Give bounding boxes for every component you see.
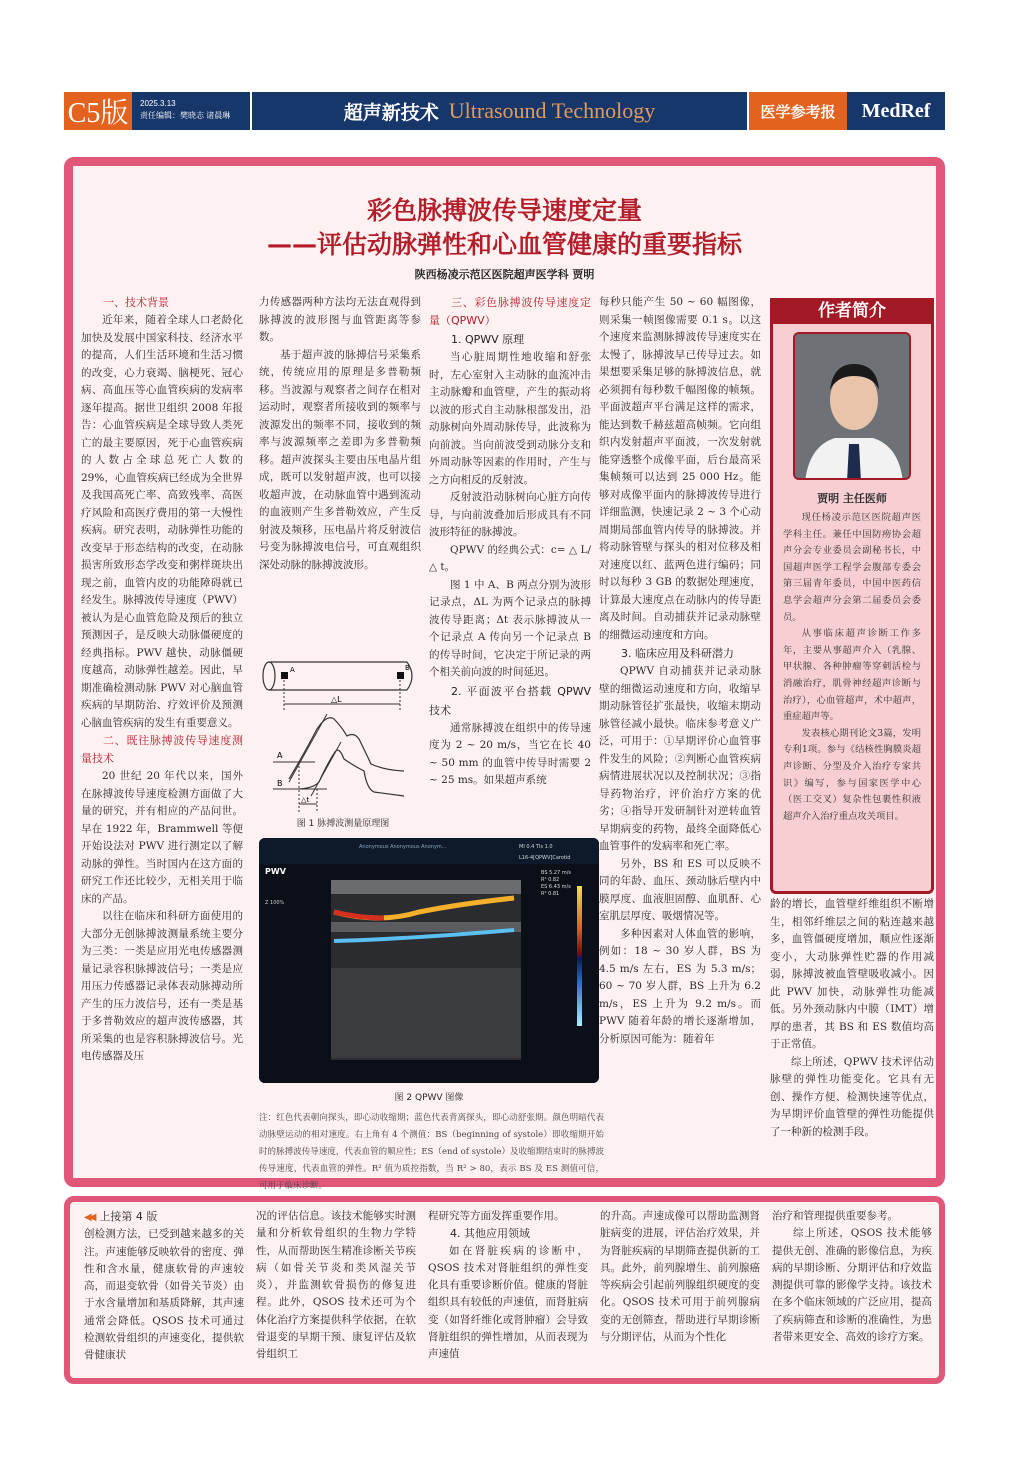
ultrasound-image [259, 838, 599, 1083]
figure-1 [259, 654, 427, 829]
svg-text:Anonymous Anonymous Anonym...: Anonymous Anonymous Anonym... [359, 844, 447, 850]
section-heading: 一、技术背景 [103, 296, 169, 309]
paragraph: 如在肾脏疾病的诊断中，QSOS 技术对肾脏组织的弹性变化具有重要诊断价值。健康的肾脏组织具有较低的声速值，而肾脏病变（如肾纤维化或肾肿瘤）会导致肾脏组织的弹性增加，从而表现为声速值 [428, 1244, 588, 1361]
paragraph: 综上所述，QPWV 技术评估动脉壁的弹性功能变化。它具有无创、操作方便、检测快速等优点，为早期评价血管壁的弹性功能提供了一种新的检测手段。 [770, 1055, 934, 1138]
continued-column-3 [428, 1208, 588, 1364]
article-frame [64, 157, 945, 1191]
continued-article-frame [64, 1196, 945, 1384]
svg-text:Z 100%: Z 100% [265, 900, 285, 906]
continued-column-4 [600, 1208, 760, 1346]
paragraph: 程研究等方面发挥重要作用。 [428, 1210, 565, 1222]
svg-text:B: B [277, 779, 283, 788]
svg-text:R² 0.81: R² 0.81 [541, 891, 560, 897]
author-bio-text [773, 506, 931, 829]
author-bio-box [770, 298, 934, 894]
bio-paragraph: 从事临床超声诊断工作多年，主要从事超声介入（乳腺、甲状腺、各种肿瘤等穿刺活检与消融治疗，肌骨神经超声诊断与治疗），心血管超声，术中超声，重症超声等。 [783, 628, 921, 723]
svg-text:△L: △L [331, 695, 342, 704]
svg-text:R² 0.82: R² 0.82 [541, 877, 560, 883]
paragraph: 龄的增长，血管壁纤维组织不断增生，相邻纤维层之间的粘连越来越多，血管僵硬度增加，顺应性逐渐变小，大动脉弹性贮器的作用减弱，脉搏波被血管壁吸收减小。因此 PWV 加快，动脉弹性功能减低。另外颈动脉内中膜（IMT）增厚的患者，其 BS 和 ES 数值均高于正常值。 [770, 898, 934, 1050]
section-heading: 二、既往脉搏波传导速度测量技术 [81, 734, 243, 765]
column-2 [259, 294, 421, 574]
svg-text:BS 5.27 m/s: BS 5.27 m/s [541, 870, 571, 876]
paragraph: 反射波沿动脉树向心脏方向传导，与向前波叠加后形成具有不同波形特征的脉搏波。 [429, 491, 591, 538]
paragraph: 以往在临床和科研方面使用的大部分无创脉搏波测量系统主要分为三类：一类是应用光电传感器测量记录容积脉搏波信号；一类是应用压力传感器记录体表动脉搏动所产生的压力波信号，还有一类是基于多普勒效应的超声波传感器，其所采集的也是容积脉搏波信号。光电传感器及压 [81, 910, 243, 1062]
svg-text:L16-4[QPWV]Carotid: L16-4[QPWV]Carotid [519, 855, 571, 861]
figure-2-ultrasound [259, 838, 599, 1083]
paragraph: 图 1 中 A、B 两点分别为波形记录点，ΔL 为两个记录点的脉搏波传导距离；Δt 表示脉搏波从一个记录点 A 传向另一个记录点 B 的传导时间，它决定于所记录的两个相关前向波的时间延迟。 [429, 578, 591, 678]
column-1 [81, 294, 243, 1066]
byline: 陕西杨凌示范区医院超声医学科 贾明 [414, 268, 595, 281]
sub-heading: 1. QPWV 原理 [451, 333, 525, 346]
paragraph: 每秒只能产生 50 ~ 60 幅图像，则采集一帧图像需要 0.1 s。以这个速度来监测脉搏波传导速度实在太慢了，脉搏波早已传导过去。如果想要采集足够的脉搏波信息，就必须拥有每秒数千幅图像的帧频。平面波超声平台满足这样的需求，能达到数千赫兹超高帧频。它向组织内发射超声平面波，一次发射就能穿透整个成像平面，后台最高采集帧频可以达到 25 000 Hz。能够对成像平面内的脉搏波传导进行详细监测，快速记录 2 ~ 3 个心动周期局部血管内传导的脉搏波。并将动脉管壁与探头的相对位移及相对速度以红、蓝两色进行编码；同时以每秒 3 GB 的数据处理速度，计算最大速度点在动脉内的传导距离及时间。自动捕获并记录动脉壁的细微运动速度和方向。 [599, 296, 761, 641]
article-title [73, 194, 936, 262]
continued-column-5 [772, 1208, 932, 1346]
paragraph: 基于超声波的脉搏信号采集系统，传统应用的原理是多普勒频移。当波源与观察者之间存在相对运动时，观察者所接收到的频率与波源发出的频率不同，接收到的频率与波源频率之差即为多普勒频移。超声波探头主要由压电晶片组成，既可以发射超声波，也可以接收超声波，在动脉血管中遇到流动的血液则产生多普勒效应，产生反射波及频移，压电晶片将反射波信号变为脉搏波电信号，可直观组织深处动脉的脉搏波波形。 [259, 348, 421, 571]
bio-paragraph: 现任杨凌示范区医院超声医学科主任。兼任中国防痨协会超声分会专业委员会副秘书长，中国超声医学工程学会腹部专委会第三届青年委员，中国中医药信息学会超声分会第二届委员会委员。 [783, 512, 921, 623]
paragraph: 力传感器两种方法均无法直观得到脉搏波的波形图与血管距离等参数。 [259, 296, 421, 343]
svg-text:PWV: PWV [265, 867, 286, 876]
svg-text:MI 0.4 TIs 1.0: MI 0.4 TIs 1.0 [519, 844, 553, 850]
paragraph: 治疗和管理提供重要参考。 [772, 1210, 898, 1222]
section-title-en: Ultrasound Technology [448, 98, 656, 123]
sub-heading: 2. 平面波平台搭载 QPWV 技术 [429, 684, 591, 717]
svg-text:A: A [290, 666, 295, 674]
title-line-2: ——评估动脉弹性和心血管健康的重要指标 [266, 230, 742, 259]
author-name: 贾明 主任医师 [817, 492, 887, 505]
continued-marker: ◀◀ 上接第 4 版 [84, 1210, 158, 1223]
title-line-1: 彩色脉搏波传导速度定量 [366, 196, 642, 225]
paragraph: 当心脏周期性地收缩和舒张时，左心室射入主动脉的血流冲击主动脉瓣和血管壁，产生的振动将以波的形式自主动脉根部发出，沿动脉树向外周动脉传导，此波称为向前波。当向前波受到动脉分支和外周动脉等因素的作用时，产生与之方向相反的反射波。 [429, 351, 591, 486]
edition-number: C5版 [64, 92, 132, 130]
paragraph: 通常脉搏波在组织中的传导速度为 2 ~ 20 m/s，当它在长 40 ~ 50 mm 的血管中传导时需要 2 ~ 25 ms。如果超声系统 [429, 721, 591, 786]
figure-2-caption: 图 2 QPWV 图像 [394, 1093, 464, 1103]
figure-2-note: 注：红色代表朝向探头，即心动收缩期；蓝色代表背离探头，即心动舒张期。颜色明暗代表动脉壁运动的相对速度。右上角有 4 个测值：BS（beginning of systole）即收缩期开始时的脉搏波传导速度，代表血管的顺应性；ES（end of systole）及收缩期结束时的脉搏波传导速度，代表血管的弹性。R² 值为质控指数，当 R² > 80，表示 BS 及 ES 测值可信，可用于临床诊断。 [259, 1113, 604, 1191]
column-5 [770, 896, 934, 1141]
paper-name-en: MedRef [861, 99, 931, 122]
figure-1-caption: 图 1 脉搏波测量原理图 [296, 819, 390, 829]
paragraph: 近年来，随着全球人口老龄化加快及发展中国家科技、经济水平的提高，人们生活环境和生活习惯的改变，心力衰竭、脑梗死、冠心病、高血压等心血管疾病的发病率逐年提高。据世卫组织 2008 年报告：心血管疾病是全球导致人类死亡的最主要原因，死于心血管疾病的人数占全球总死亡人数的 29%，心血管疾病已经成为全世界及我国高死亡率、高致残率、高医疗风险和高医疗费用的第一大慢性疾病。研究表明，动脉弹性功能的改变早于形态结构的改变，在动脉损害所致形态学改变和粥样斑块出现之前，血管内皮的功能障碍就已经发生。脉搏波传导速度（PWV）被认为是心血管危险及预后的独立预测因子，是反映大动脉僵硬度的经典指标。PWV 越快，动脉僵硬度越高，动脉弹性越差。因此，早期准确检测动脉 PWV 对心脑血管疾病的早期防治、疗效评价及预测心脑血管疾病的发生有重要意义。 [81, 314, 243, 729]
paragraph: 的升高。声速成像可以帮助监测肾脏病变的进展，评估治疗效果，并为肾脏疾病的早期筛查提供新的工具。此外，前列腺增生、前列腺癌等疾病会引起前列腺组织硬度的变化。QSOS 技术可用于前列腺病变的无创筛查，帮助进行早期诊断与分期评估，从而为个性化 [600, 1210, 760, 1344]
section-title-cn: 超声新技术 [343, 101, 439, 124]
svg-text:B: B [405, 664, 410, 672]
svg-text:ES 6.43 m/s: ES 6.43 m/s [541, 884, 571, 890]
column-3 [429, 294, 591, 790]
paragraph: 创检测方法，已受到越来越多的关注。声速能够反映软骨的密度、弹性和含水量，健康软骨的声速较高，而退变软骨（如骨关节炎）由于水含量增加和基质降解，其声速通常会降低。QSOS 技术可通过检测软骨组织的声速变化，提供软骨健康状 [84, 1228, 244, 1362]
svg-text:△t: △t [301, 796, 310, 804]
issue-date: 2025.3.13 [140, 99, 176, 108]
paragraph: 另外，BS 和 ES 可以反映不同的年龄、血压、颈动脉后壁内中膜厚度、血液胆固醇、血肌酐、心室肌层厚度、吸烟情况等。 [599, 857, 761, 922]
paragraph: 综上所述，QSOS 技术能够提供无创、准确的影像信息，为疾病的早期诊断、分期评估和疗效监测提供可靠的影像学支持。该技术在多个临床领域的广泛应用，提高了疾病筛查和诊断的准确性，为患者带来更安全、高效的诊疗方案。 [772, 1227, 932, 1344]
section-title [252, 92, 749, 130]
sub-heading: 3. 临床应用及科研潜力 [621, 647, 734, 660]
issue-meta [132, 92, 252, 130]
paragraph: 多种因素对人体血管的影响，例如：18 ~ 30 岁人群，BS 为 4.5 m/s 左右，ES 为 5.3 m/s；60 ~ 70 岁人群，BS 上升为 6.2 m/s，ES 上升为 9.2 m/s。而 PWV 随着年龄的增长逐渐增加，分析原因可能为：随着年 [599, 927, 761, 1045]
masthead [64, 92, 945, 130]
column-4 [599, 294, 761, 1048]
paragraph: QPWV 的经典公式：c= △ L/ △ t。 [429, 543, 591, 573]
continued-column-1 [84, 1208, 244, 1365]
double-arrow-left-icon: ◀◀ [84, 1212, 94, 1223]
paragraph: 况的评估信息。该技术能够实时测量和分析软骨组织的生物力学特性，从而帮助医生精准诊断关节疾病（如骨关节炎和类风湿关节炎），并监测软骨损伤的修复进程。此外，QSOS 技术还可为个体化治疗方案提供科学依据，在软骨退变的早期干预、康复评估及软骨组织工 [256, 1210, 416, 1361]
author-photo [793, 332, 911, 480]
svg-text:A: A [277, 751, 283, 760]
paragraph: QPWV 自动捕获并记录动脉壁的细微运动速度和方向，收缩早期动脉管径扩张最快，收缩末期动脉管径减小最快。临床参考意义广泛，可用于：①早期评价心血管事件发生的风险；②判断心血管疾病病情进展状况以及控制状况；③指导药物治疗，评价治疗方案的优劣；④指导开发研制针对逆转血管早期病变的药物，最终全面降低心血管事件的发病率和死亡率。 [599, 665, 761, 852]
editors: 责任编辑：樊晓志 诸晨琳 [140, 111, 231, 120]
sub-heading: 4. 其他应用领域 [450, 1227, 530, 1241]
continued-column-2 [256, 1208, 416, 1364]
pulse-wave-diagram [259, 654, 427, 812]
bio-paragraph: 发表核心期刊论文3篇，发明专利1项。参与《结核性胸膜炎超声诊断、分型及介入治疗专家共识》编写，参与国家医学中心（医工交叉）复杂性包裹性积液超声介入治疗重点攻关项目。 [783, 727, 921, 822]
paper-name-cn: 医学参考报 [749, 92, 847, 130]
author-bio-header: 作者简介 [773, 298, 931, 324]
paragraph: 20 世纪 20 年代以来，国外在脉搏波传导速度检测方面做了大量的研究，并有相应的产品问世。早在 1922 年，Brammwell 等便开始设法对 PWV 进行测定以了解动脉的弹性。当时国内在这方面的研究工作还比较少，无相关用于临床的产品。 [81, 770, 243, 905]
section-heading: 三、彩色脉搏波传导速度定量（QPWV） [429, 296, 591, 327]
